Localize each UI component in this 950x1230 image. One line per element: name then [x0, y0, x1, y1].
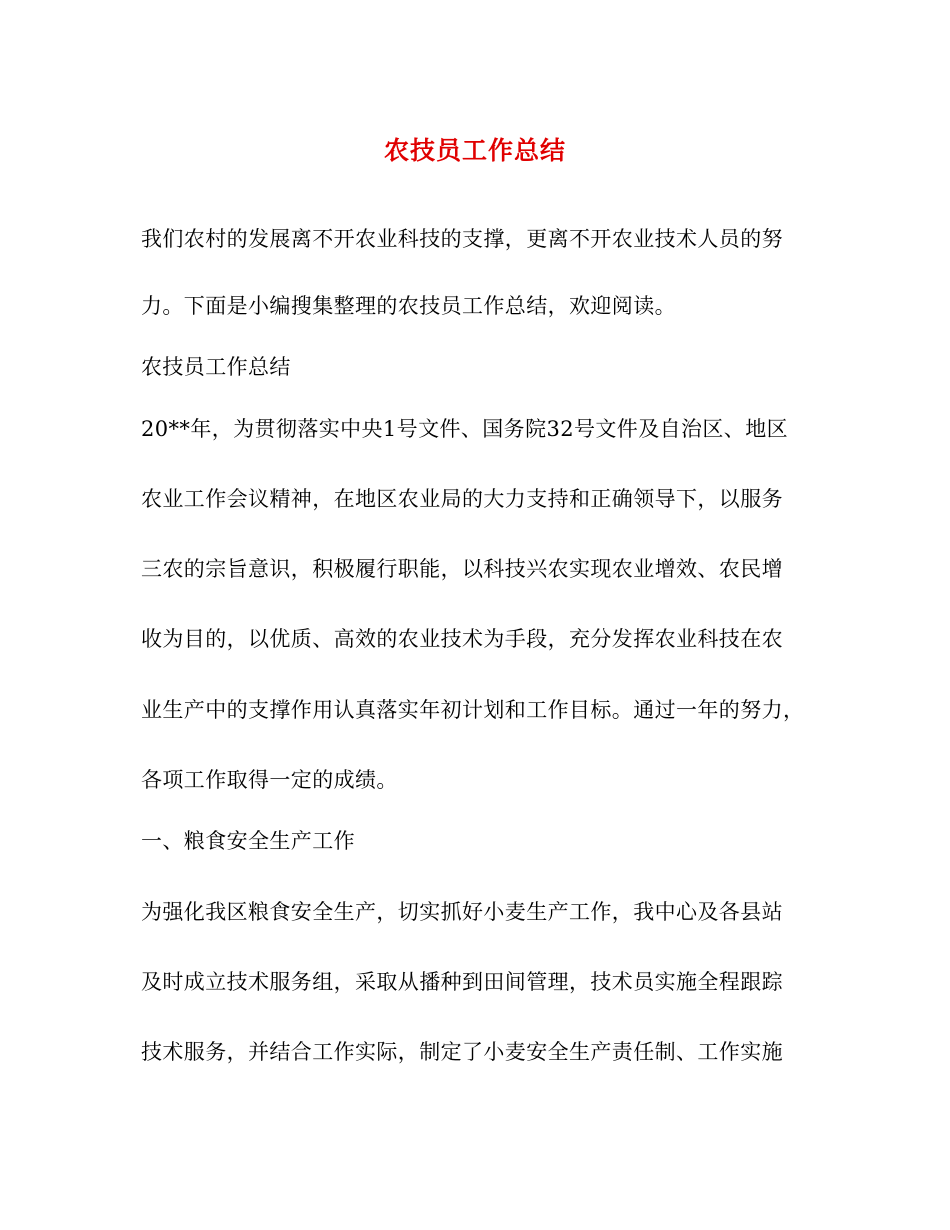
body-line: 技术服务，并结合工作实际，制定了小麦安全生产责任制、工作实施 [141, 1040, 783, 1064]
body-line: 及时成立技术服务组，采取从播种到田间管理，技术员实施全程跟踪 [141, 970, 783, 994]
body-line: 业生产中的支撑作用认真落实年初计划和工作目标。通过一年的努力， [141, 698, 805, 722]
body-line: 为强化我区粮食安全生产，切实抓好小麦生产工作，我中心及各县站 [141, 900, 783, 924]
body-line: 力。下面是小编搜集整理的农技员工作总结，欢迎阅读。 [141, 294, 676, 318]
body-line: 20**年，为贯彻落实中央1号文件、国务院32号文件及自治区、地区 [141, 417, 789, 441]
document-title: 农技员工作总结 [383, 136, 566, 165]
body-line: 收为目的，以优质、高效的农业技术为手段，充分发挥农业科技在农 [141, 627, 783, 651]
body-line: 各项工作取得一定的成绩。 [141, 768, 398, 792]
section-heading: 一、粮食安全生产工作 [141, 829, 355, 853]
body-line: 三农的宗旨意识，积极履行职能，以科技兴农实现农业增效、农民增 [141, 557, 783, 581]
body-line: 我们农村的发展离不开农业科技的支撑，更离不开农业技术人员的努 [141, 227, 783, 251]
section-heading: 农技员工作总结 [141, 355, 291, 379]
body-line: 农业工作会议精神，在地区农业局的大力支持和正确领导下，以服务 [141, 487, 783, 511]
